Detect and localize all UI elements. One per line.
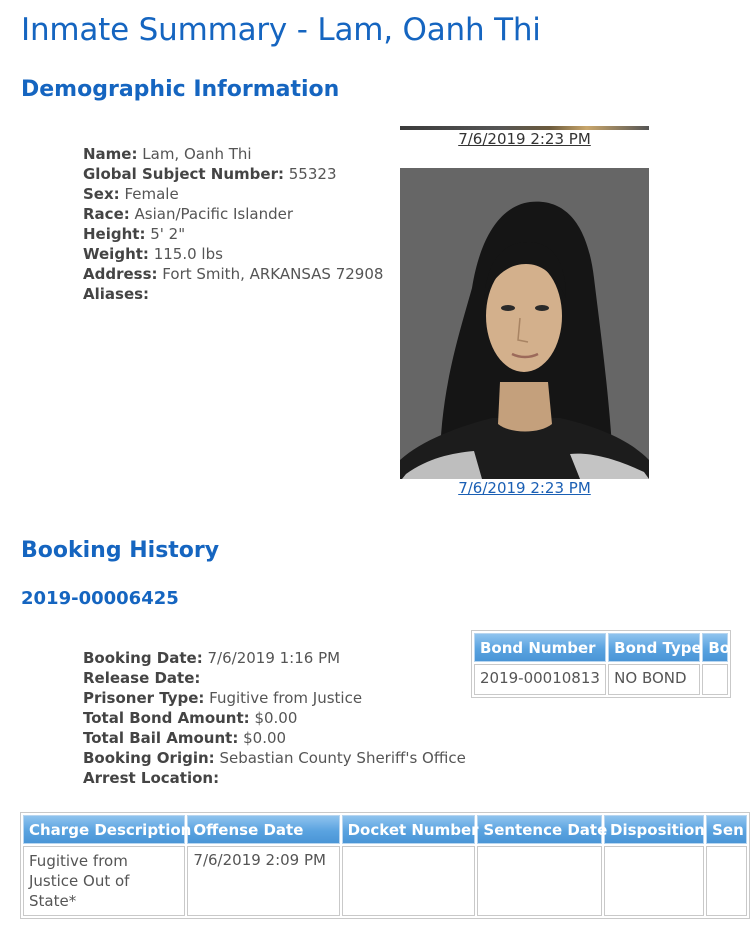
field-total-bail-amount: Total Bail Amount: $0.00	[83, 729, 287, 747]
booking-number: 2019-00006425	[21, 588, 179, 609]
charge-table	[20, 812, 750, 919]
charge-header-sentence-date[interactable]: Sentence Date	[477, 815, 602, 844]
charge-header-description[interactable]: Charge Description	[23, 815, 185, 844]
field-prisoner-type: Prisoner Type: Fugitive from Justice	[83, 689, 363, 707]
field-booking-date: Booking Date: 7/6/2019 1:16 PM	[83, 649, 341, 667]
bond-header-type[interactable]: Bond Type	[608, 633, 700, 662]
field-sex: Sex: Female	[83, 185, 179, 203]
charge-description-cell: Fugitive from Justice Out of State*	[23, 846, 185, 916]
booking-details-list	[83, 648, 466, 788]
booking-photo[interactable]	[400, 168, 649, 479]
bond-header-truncated[interactable]: Bo	[702, 633, 728, 662]
bond-number-cell: 2019-00010813	[474, 664, 606, 695]
docket-number-cell	[342, 846, 476, 916]
charge-header-offense-date[interactable]: Offense Date	[187, 815, 339, 844]
field-total-bond-amount: Total Bond Amount: $0.00	[83, 709, 298, 727]
field-weight: Weight: 115.0 lbs	[83, 245, 223, 263]
bond-type-cell: NO BOND	[608, 664, 700, 695]
bond-extra-cell	[702, 664, 728, 695]
charge-table-header-row	[23, 815, 747, 844]
disposition-cell	[604, 846, 704, 916]
field-race: Race: Asian/Pacific Islander	[83, 205, 293, 223]
field-release-date: Release Date:	[83, 669, 201, 687]
field-aliases: Aliases:	[83, 285, 150, 303]
field-name: Name: Lam, Oanh Thi	[83, 145, 252, 163]
page-title: Inmate Summary - Lam, Oanh Thi	[21, 12, 541, 48]
portrait-image	[400, 168, 649, 479]
field-height: Height: 5' 2"	[83, 225, 186, 243]
photo-caption-2[interactable]: 7/6/2019 2:23 PM	[458, 479, 591, 497]
field-booking-origin: Booking Origin: Sebastian County Sheriff's Office	[83, 749, 466, 767]
table-row	[23, 846, 747, 916]
table-row	[474, 664, 728, 695]
sentence-date-cell	[477, 846, 602, 916]
charge-header-docket-number[interactable]: Docket Number	[342, 815, 476, 844]
charge-header-disposition[interactable]: Disposition	[604, 815, 704, 844]
bond-table-header-row	[474, 633, 728, 662]
bond-header-number[interactable]: Bond Number	[474, 633, 606, 662]
demographics-list	[83, 144, 383, 304]
booking-history-heading: Booking History	[21, 538, 220, 563]
photo-caption-1[interactable]: 7/6/2019 2:23 PM	[458, 130, 591, 148]
field-arrest-location: Arrest Location:	[83, 769, 220, 787]
sentence-extra-cell	[706, 846, 747, 916]
bond-table	[471, 630, 731, 698]
charge-header-truncated[interactable]: Sen	[706, 815, 747, 844]
field-global-subject-number: Global Subject Number: 55323	[83, 165, 337, 183]
demographics-heading: Demographic Information	[21, 77, 340, 102]
offense-date-cell: 7/6/2019 2:09 PM	[187, 846, 339, 916]
field-address: Address: Fort Smith, ARKANSAS 72908	[83, 265, 384, 283]
